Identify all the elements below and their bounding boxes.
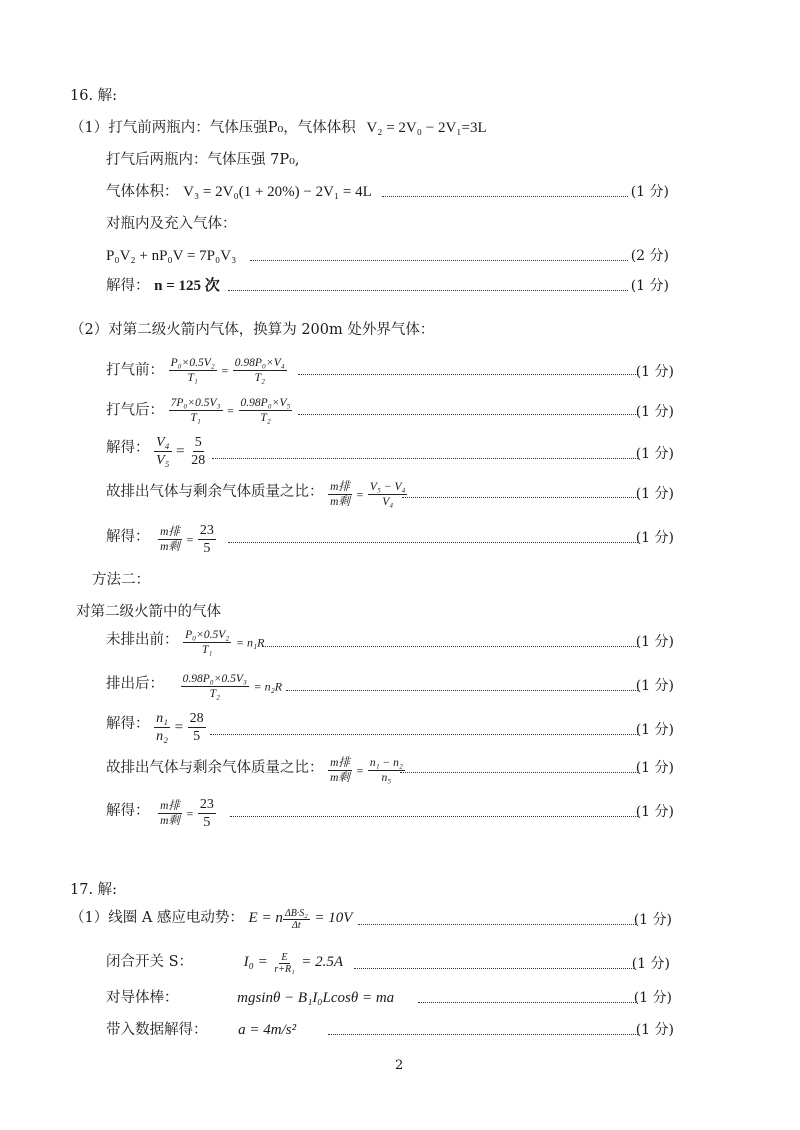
- q17-line4-label: 带入数据解得：: [106, 1022, 208, 1038]
- fraction: $\frac{\text{V₅ − V₄}}{\text{V₄}}$: [369, 481, 406, 508]
- q16-m2-solve1-label: 解得：: [106, 715, 150, 732]
- q17-line1: [70, 908, 352, 931]
- q16-p2-after-label: 打气后：: [106, 402, 164, 419]
- q16-p2-solve2: 解得： $\frac{\text{m排}}{\text{m剩}}$ = $\frac{23}{5}$: [106, 523, 214, 556]
- q16-title: 16. 解:: [70, 88, 118, 104]
- leader-dots: [328, 1034, 638, 1035]
- q16-m2-after-label: 排出后：: [106, 675, 164, 692]
- fraction: $\frac{\text{n₁ − n₂}}{\text{n₅}}$: [369, 757, 403, 784]
- fraction: $\frac{\text{m排}}{\text{m剩}}$: [330, 481, 350, 508]
- q17-line2: [106, 952, 343, 975]
- score: (2 分): [630, 248, 669, 264]
- score: (1 分): [635, 760, 674, 776]
- q16-p1-line1-label: （1）打气前两瓶内：气体压强P₀，气体体积: [70, 120, 356, 136]
- score: (1 分): [635, 722, 674, 738]
- leader-dots: [400, 772, 638, 773]
- q16-m2-ratio: 故排出气体与剩余气体质量之比： $\frac{\text{m排}}{\text{m剩}}$ = $\frac{\text{n₁ − n₂}}{\text{n₅}}$: [106, 757, 403, 784]
- leader-dots: [210, 734, 638, 735]
- q16-p1-line3-label: 气体体积：: [106, 184, 179, 200]
- q16-m2-after-rhs: = n₂R: [253, 679, 283, 694]
- q17-line1-rhs: = 10V: [314, 909, 353, 926]
- q16-p2-ratio: 故排出气体与剩余气体质量之比： $\frac{\text{m排}}{\text{m剩}}$ = $\frac{\text{V₅ − V₄}}{\text{V₄}}$: [106, 481, 406, 508]
- score: (1 分): [635, 634, 674, 650]
- leader-dots: [358, 924, 636, 925]
- q17-line2-label: 闭合开关 S：: [106, 953, 194, 970]
- score: (1 分): [635, 804, 674, 820]
- fraction: $\frac{E}{\text{r+R₁}}$: [274, 952, 295, 975]
- q17-line2-lhs: I₀ =: [243, 953, 268, 970]
- q16-m2-solve2: 解得： $\frac{\text{m排}}{\text{m剩}}$ = $\frac{23}{5}$: [106, 797, 214, 830]
- leader-dots: [402, 497, 638, 498]
- fraction: $\frac{\text{0.98P₀×0.5V₃}}{\text{T₂}}$: [182, 673, 247, 700]
- q16-m2-before-rhs: = n₁R: [235, 635, 265, 650]
- score: (1 分): [635, 446, 674, 462]
- q16-p2-ratio-label: 故排出气体与剩余气体质量之比：: [106, 483, 324, 500]
- score: (1 分): [633, 912, 672, 928]
- leader-dots: [382, 196, 628, 197]
- fraction: $\frac{\text{m排}}{\text{m剩}}$: [160, 800, 180, 827]
- fraction: $\frac{\text{ΔB·S₂}}{\Delta t}$: [284, 908, 308, 931]
- fraction: $\frac{23}{5}$: [199, 797, 214, 830]
- q16-p1-line1: [70, 118, 487, 138]
- leader-dots: [228, 542, 638, 543]
- q16-p1-line6-formula: n = 125 次: [154, 278, 220, 294]
- q17-line2-rhs: = 2.5A: [301, 953, 343, 970]
- q16-m2-before: [106, 628, 265, 657]
- q16-p1-line1-formula: V₂ = 2V₀ − 2V₁=3L: [366, 120, 487, 136]
- q16-m2-before-label: 未排出前：: [106, 631, 179, 648]
- score: (1 分): [635, 1022, 674, 1038]
- q16-p1-line6: [106, 276, 220, 296]
- leader-dots: [286, 690, 638, 691]
- leader-dots: [418, 1002, 636, 1003]
- q17-line4: [106, 1020, 296, 1040]
- q16-p2-solve1-label: 解得：: [106, 439, 150, 456]
- q16-m2-title: 方法二：: [92, 572, 150, 588]
- score: (1 分): [630, 278, 669, 294]
- leader-dots: [298, 374, 638, 375]
- q17-line1-label: （1）线圈 A 感应电动势：: [70, 909, 244, 926]
- fraction: $\frac{5}{28}$: [191, 435, 206, 468]
- score: (1 分): [635, 530, 674, 546]
- fraction: $\frac{\text{P₀×0.5V₂}}{\text{T₁}}$: [170, 357, 215, 384]
- fraction: $\frac{23}{5}$: [199, 523, 214, 556]
- leader-dots: [298, 414, 638, 415]
- leader-dots: [354, 968, 634, 969]
- q17-line3-formula: mgsinθ − B₁I₀Lcosθ = ma: [237, 990, 395, 1006]
- q16-p1-line3: [106, 182, 372, 202]
- fraction: $\frac{\text{P₀×0.5V₂}}{\text{T₁}}$: [185, 629, 230, 656]
- q16-p2-before: 打气前： $\frac{\text{P₀×0.5V₂}}{\text{T₁}}$ = $\frac{\text{0.98P₀×V₄}}{\text{T₂}}$: [106, 357, 285, 384]
- leader-dots: [228, 290, 628, 291]
- leader-dots: [212, 458, 638, 459]
- q16-p1-line3-formula: V₃ = 2V₀(1 + 20%) − 2V₁ = 4L: [183, 184, 372, 200]
- fraction: $\frac{\text{m排}}{\text{m剩}}$: [330, 757, 350, 784]
- q16-p2-before-label: 打气前：: [106, 362, 164, 379]
- fraction: $\frac{\text{0.98P₀×V₅}}{\text{T₂}}$: [240, 397, 291, 424]
- score: (1 分): [633, 990, 672, 1006]
- score: (1 分): [635, 678, 674, 694]
- fraction: $\frac{\text{V₄}}{\text{V₅}}$: [156, 435, 170, 468]
- fraction: $\frac{\text{0.98P₀×V₄}}{\text{T₂}}$: [234, 357, 285, 384]
- q16-p1-line5-formula: P₀V₂ + nP₀V = 7P₀V₃: [106, 248, 237, 264]
- q16-p2-intro: （2）对第二级火箭内气体，换算为 200m 处外界气体：: [70, 322, 435, 338]
- q16-m2-after: [106, 672, 282, 701]
- q16-p1-line4: 对瓶内及充入气体：: [106, 216, 237, 232]
- fraction: $\frac{\text{n₁}}{\text{n₂}}$: [156, 711, 168, 744]
- q16-m2-ratio-label: 故排出气体与剩余气体质量之比：: [106, 759, 324, 776]
- q17-line4-formula: a = 4m/s²: [238, 1022, 297, 1038]
- q17-line1-lhs: E = n: [248, 909, 283, 926]
- fraction: $\frac{\text{m排}}{\text{m剩}}$: [160, 526, 180, 553]
- q16-p2-solve2-label: 解得：: [106, 528, 150, 545]
- page-number: 2: [395, 1058, 404, 1073]
- leader-dots: [230, 816, 638, 817]
- q16-m2-intro: 对第二级火箭中的气体: [76, 604, 221, 620]
- leader-dots: [250, 260, 628, 261]
- fraction: $\frac{\text{7P₀×0.5V₃}}{\text{T₁}}$: [170, 397, 221, 424]
- q17-title: 17. 解:: [70, 882, 118, 898]
- q16-p1-line2: 打气后两瓶内：气体压强 7P₀,: [106, 152, 300, 168]
- q16-m2-solve2-label: 解得：: [106, 802, 150, 819]
- q16-p2-solve1: 解得： $\frac{\text{V₄}}{\text{V₅}}$ = $\frac{5}{28}$: [106, 435, 206, 468]
- score: (1 分): [635, 364, 674, 380]
- q16-p1-line6-label: 解得：: [106, 278, 150, 294]
- score: (1 分): [635, 404, 674, 420]
- q17-line3-label: 对导体棒：: [106, 990, 179, 1006]
- leader-dots: [262, 646, 638, 647]
- fraction: $\frac{28}{5}$: [189, 711, 204, 744]
- q16-p2-after: 打气后： $\frac{\text{7P₀×0.5V₃}}{\text{T₁}}$ = $\frac{\text{0.98P₀×V₅}}{\text{T₂}}$: [106, 397, 291, 424]
- q17-line3: [106, 988, 394, 1008]
- score: (1 分): [631, 956, 670, 972]
- score: (1 分): [635, 486, 674, 502]
- q16-m2-solve1: 解得： $\frac{\text{n₁}}{\text{n₂}}$ = $\frac{28}{5}$: [106, 711, 204, 744]
- score: (1 分): [630, 184, 669, 200]
